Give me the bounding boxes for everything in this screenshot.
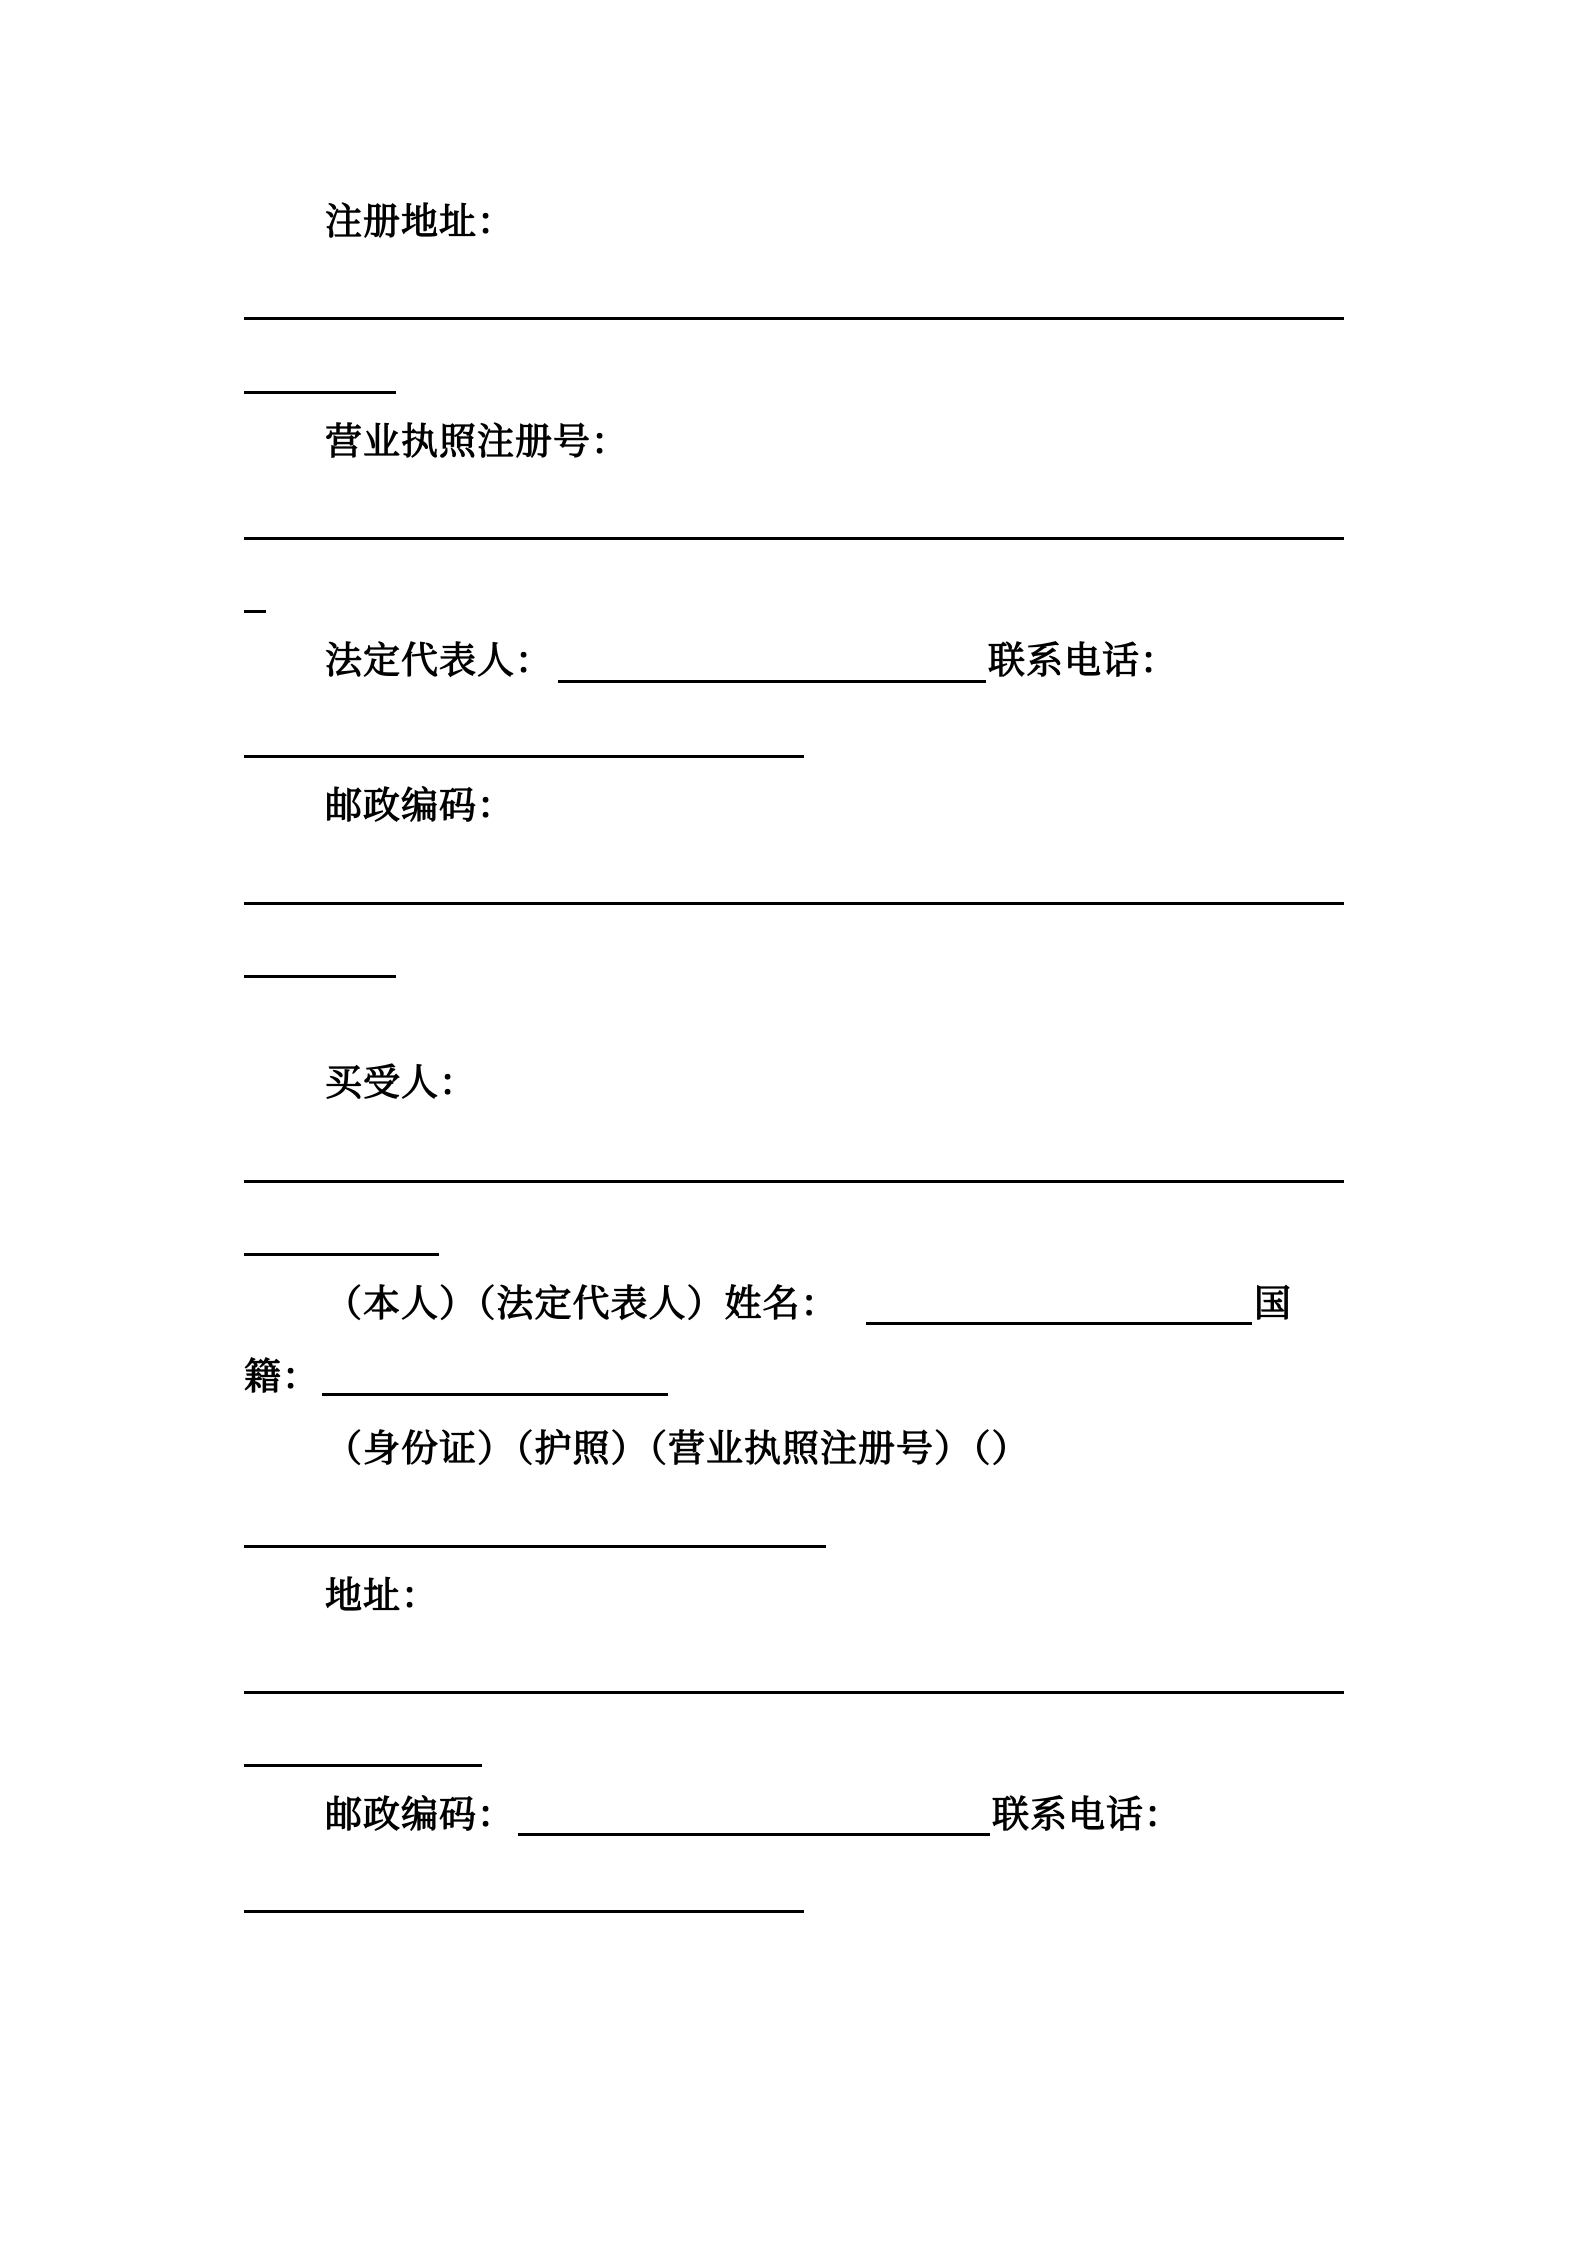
license-no-line[interactable] xyxy=(244,537,1344,540)
buyer-phone-label: 联系电话： xyxy=(992,1793,1182,1836)
license-no-line-cont[interactable] xyxy=(244,610,266,613)
seller-postcode-line[interactable] xyxy=(244,902,1344,905)
buyer-postcode-line[interactable] xyxy=(518,1833,990,1836)
buyer-phone-line[interactable] xyxy=(244,1910,804,1913)
license-no-label: 营业执照注册号： xyxy=(325,420,629,463)
registered-address-label: 注册地址： xyxy=(325,200,515,243)
seller-phone-label: 联系电话： xyxy=(988,639,1178,682)
id-number-line[interactable] xyxy=(244,1545,826,1548)
buyer-label: 买受人： xyxy=(325,1061,477,1104)
legal-rep-label: 法定代表人： xyxy=(325,639,553,682)
buyer-address-line-cont[interactable] xyxy=(244,1764,482,1767)
seller-postcode-line-cont[interactable] xyxy=(244,975,396,978)
buyer-address-label: 地址： xyxy=(325,1574,439,1617)
buyer-address-line[interactable] xyxy=(244,1691,1344,1694)
registered-address-line[interactable] xyxy=(244,317,1344,320)
registered-address-line-cont[interactable] xyxy=(244,391,396,394)
legal-rep-line[interactable] xyxy=(558,680,986,683)
buyer-name-label: （本人）（法定代表人）姓名： xyxy=(325,1282,839,1325)
nationality-label-part2: 籍： xyxy=(244,1355,320,1398)
seller-postcode-label: 邮政编码： xyxy=(325,784,515,827)
buyer-postcode-label: 邮政编码： xyxy=(325,1793,515,1836)
nationality-line[interactable] xyxy=(322,1393,668,1396)
seller-phone-line[interactable] xyxy=(244,755,804,758)
id-type-label: （身份证）（护照）（营业执照注册号）（） xyxy=(325,1427,1030,1470)
nationality-label-part1: 国 xyxy=(1254,1282,1292,1325)
buyer-line[interactable] xyxy=(244,1180,1344,1183)
buyer-line-cont[interactable] xyxy=(244,1253,439,1256)
buyer-name-line[interactable] xyxy=(866,1322,1252,1325)
